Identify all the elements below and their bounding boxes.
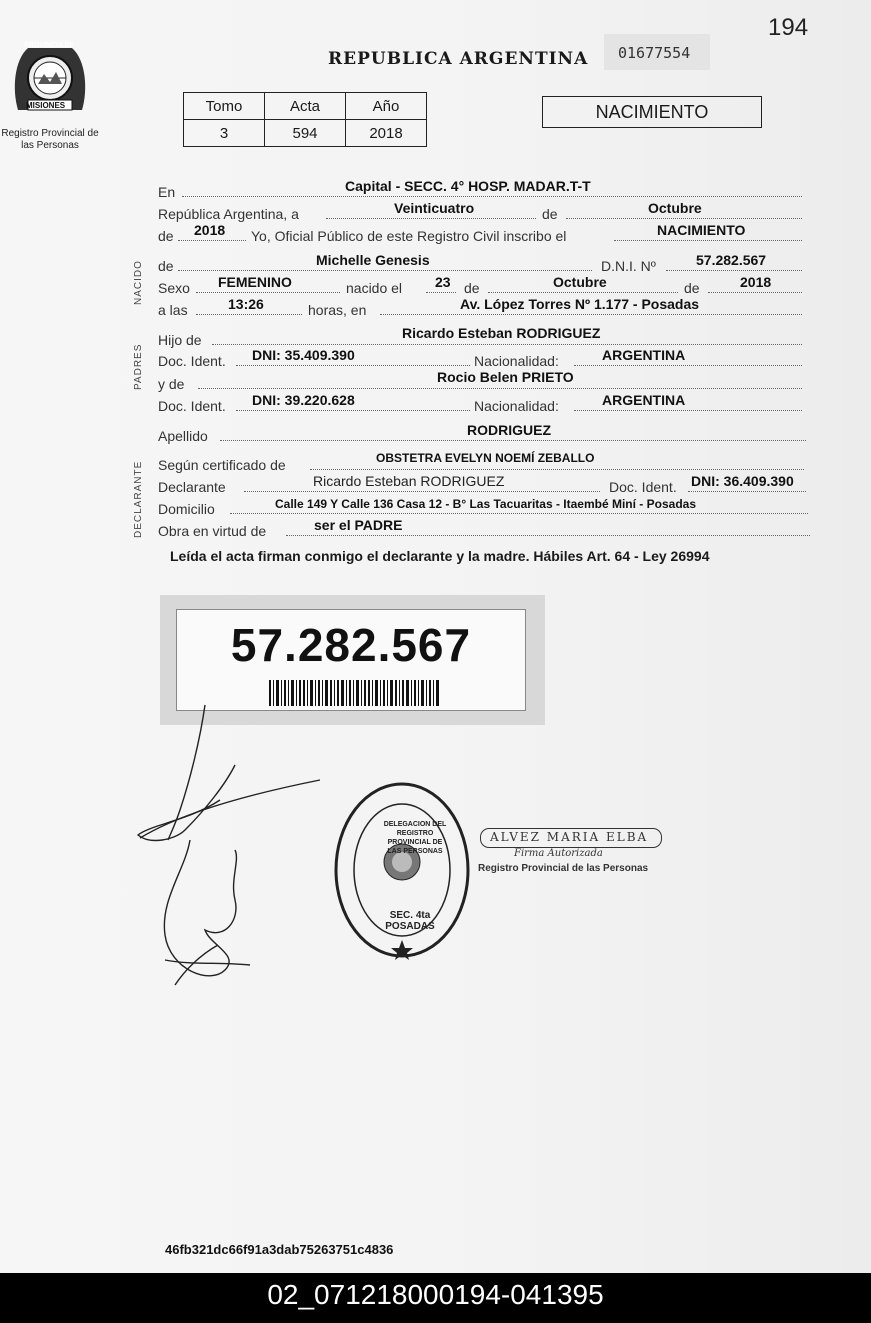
dotted-line xyxy=(426,292,456,293)
value-dni: 57.282.567 xyxy=(696,252,767,268)
signature-icon xyxy=(130,700,330,1000)
label-doc-ident: Doc. Ident. xyxy=(609,479,677,495)
record-type-box: NACIMIENTO xyxy=(542,96,762,128)
value-anio-nac: 2018 xyxy=(740,274,772,290)
value-lugar-nac: Av. López Torres Nº 1.177 - Posadas xyxy=(460,296,700,312)
sticker-label xyxy=(176,609,526,711)
label-nacionalidad: Nacionalidad: xyxy=(474,353,559,369)
dotted-line xyxy=(236,365,470,366)
section-declarante: DECLARANTE xyxy=(133,460,144,538)
value-padre-dni: DNI: 35.409.390 xyxy=(252,347,355,363)
section-nacido: NACIDO xyxy=(133,260,144,305)
label-domicilio: Domicilio xyxy=(158,501,215,517)
closing-text: Leída el acta firman conmigo el declarante y la madre. Hábiles Art. 64 - Ley 26994 xyxy=(170,548,710,564)
seal-center-text: SEC. 4ta POSADAS xyxy=(385,910,435,932)
dotted-line xyxy=(196,292,340,293)
value-domicilio: Calle 149 Y Calle 136 Casa 12 - B° Las Tacuaritas - Itaembé Miní - Posadas xyxy=(275,497,696,511)
dotted-line xyxy=(212,344,802,345)
logo-caption: Registro Provincial de las Personas xyxy=(1,128,99,151)
dotted-line xyxy=(708,292,802,293)
label-de: de xyxy=(158,228,174,244)
label-en: En xyxy=(158,184,176,200)
document-title: REPUBLICA ARGENTINA xyxy=(328,49,589,69)
value-sexo: FEMENINO xyxy=(218,274,292,290)
dotted-line xyxy=(310,469,804,470)
dotted-line xyxy=(286,535,810,536)
label-a-las: a las xyxy=(158,302,188,318)
value-lugar: Capital - SECC. 4° HOSP. MADAR.T-T xyxy=(345,178,591,194)
value-padre-nac: ARGENTINA xyxy=(602,347,686,363)
label-doc-ident: Doc. Ident. xyxy=(158,398,226,414)
dotted-line xyxy=(230,513,808,514)
value-declarante-dni: DNI: 36.409.390 xyxy=(691,473,794,489)
dotted-line xyxy=(220,440,806,441)
label-nacionalidad: Nacionalidad: xyxy=(474,398,559,414)
label-yo: Yo, Oficial Público de este Registro Civil inscribo el xyxy=(251,228,567,244)
dotted-line xyxy=(688,491,806,492)
sticker-number: 57.282.567 xyxy=(230,619,472,671)
header-tomo: Tomo xyxy=(184,93,265,120)
label-de: de xyxy=(464,280,480,296)
value-tipo: NACIMIENTO xyxy=(657,222,746,238)
label-horas-en: horas, en xyxy=(308,302,367,318)
dotted-line xyxy=(666,270,802,271)
value-anio-inscripcion: 2018 xyxy=(194,222,226,238)
label-doc-ident: Doc. Ident. xyxy=(158,353,226,369)
seal-ring-text: DELEGACION DEL REGISTRO PROVINCIAL DE LAS PERSONAS xyxy=(383,821,447,855)
dotted-line xyxy=(574,365,802,366)
label-nacido-el: nacido el xyxy=(346,280,403,296)
emblem-bottom-text: MISIONES xyxy=(26,101,66,110)
authorized-registry: Registro Provincial de las Personas xyxy=(478,863,649,874)
footer-code: 02_071218000194-041395 xyxy=(0,1273,871,1323)
value-apellido: RODRIGUEZ xyxy=(467,422,551,438)
dotted-line xyxy=(566,218,802,219)
value-madre-nac: ARGENTINA xyxy=(602,392,686,408)
dotted-line xyxy=(236,410,470,411)
value-mes-nac: Octubre xyxy=(553,274,607,290)
value-padre: Ricardo Esteban RODRIGUEZ xyxy=(402,325,601,341)
label-apellido: Apellido xyxy=(158,428,208,444)
label-declarante: Declarante xyxy=(158,479,226,495)
value-madre: Rocio Belen PRIETO xyxy=(437,369,574,385)
authorized-name: ALVEZ MARIA ELBA xyxy=(490,830,649,844)
value-obra: ser el PADRE xyxy=(314,517,403,533)
section-padres: PADRES xyxy=(133,343,144,390)
dotted-line xyxy=(196,314,302,315)
value-anio: 2018 xyxy=(346,120,427,147)
value-dia-nac: 23 xyxy=(435,274,451,290)
label-de: de xyxy=(158,258,174,274)
label-y-de: y de xyxy=(158,376,185,392)
label-republica: República Argentina, a xyxy=(158,206,299,222)
record-table-header xyxy=(184,93,427,120)
value-madre-dni: DNI: 39.220.628 xyxy=(252,392,355,408)
dotted-line xyxy=(178,240,246,241)
dotted-line xyxy=(244,491,600,492)
value-certificado: OBSTETRA EVELYN NOEMÍ ZEBALLO xyxy=(376,451,595,465)
label-obra: Obra en virtud de xyxy=(158,523,267,539)
serial-number: 01677554 xyxy=(618,44,691,62)
authorized-role: Firma Autorizada xyxy=(514,848,603,859)
dotted-line xyxy=(488,292,678,293)
value-declarante: Ricardo Esteban RODRIGUEZ xyxy=(313,473,505,489)
value-dia-letras: Veinticuatro xyxy=(394,200,475,216)
dotted-line xyxy=(380,314,802,315)
official-seal-icon xyxy=(332,780,472,960)
value-mes-inscripcion: Octubre xyxy=(648,200,702,216)
value-acta: 594 xyxy=(265,120,346,147)
value-hora: 13:26 xyxy=(228,296,264,312)
label-segun: Según certificado de xyxy=(158,457,286,473)
page-number: 194 xyxy=(768,14,809,41)
dotted-line xyxy=(198,388,802,389)
dotted-line xyxy=(182,196,802,197)
label-hijo-de: Hijo de xyxy=(158,332,202,348)
dotted-line xyxy=(614,240,802,241)
emblem-top-text: PROVINCIA DE xyxy=(24,42,75,49)
value-nombre: Michelle Genesis xyxy=(316,252,430,268)
dotted-line xyxy=(574,410,802,411)
value-tomo: 3 xyxy=(184,120,265,147)
document-hash: 46fb321dc66f91a3dab75263751c4836 xyxy=(165,1242,394,1257)
header-acta: Acta xyxy=(265,93,346,120)
label-dni: D.N.I. Nº xyxy=(601,258,656,274)
dotted-line xyxy=(326,218,536,219)
label-de: de xyxy=(684,280,700,296)
label-sexo: Sexo xyxy=(158,280,190,296)
label-de: de xyxy=(542,206,558,222)
record-table xyxy=(183,92,427,147)
record-table-values xyxy=(184,120,427,147)
header-anio: Año xyxy=(346,93,427,120)
dotted-line xyxy=(178,270,592,271)
